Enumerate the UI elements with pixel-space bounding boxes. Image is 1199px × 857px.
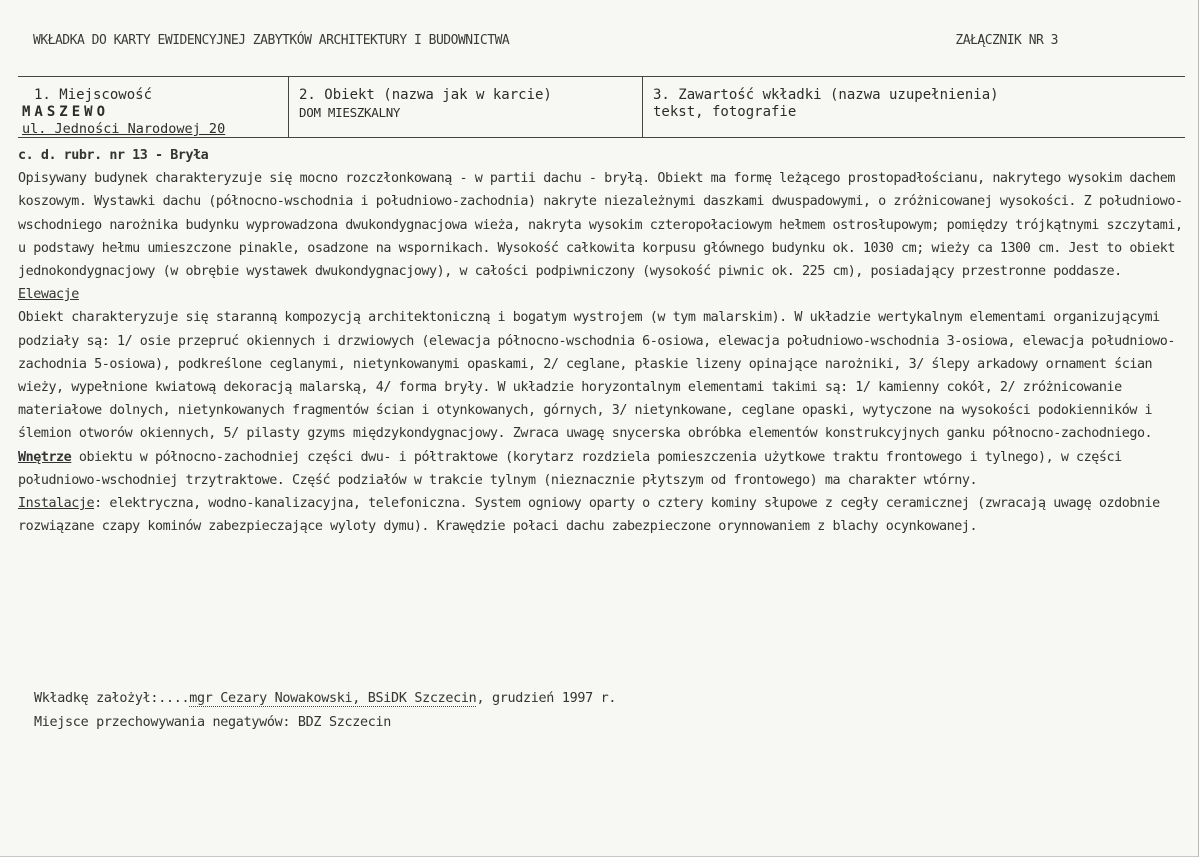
card-header: [33, 33, 1198, 48]
card-footer: [34, 687, 616, 735]
description-body: [18, 144, 1183, 538]
contents-value: tekst, fotografie: [653, 104, 797, 120]
bryla-paragraph: Opisywany budynek charakteryzuje się mocno rozczłonkowaną - w partii dachu - bryłą. Obiekt ma formę leżącego prostopadłościanu, nakrytego wysokim dachem koszowym. Wystawki dachu (północno-wschodnia i południowo-zachodnia) nakryte niezależnymi daszkami dwuspadowymi, o zróżnicowanej wysokości. Z południowo-wschodniego narożnika budynku wyprowadzona dwukondygnacjowa wieża, nakryta wysokim czteropołaciowym hełmem ostrosłupowym; pomiędzy trójkątnymi szczytami, u podstawy hełmu umieszczone pinakle, osadzone na wspornikach. Wysokość całkowita korpusu głównego budynku ok. 1030 cm; wieży ca 1300 cm. Jest to obiekt jednokondygnacjowy (w obrębie wystawek dwukondygnacjowy), w całości podpiwniczony (wysokość piwnic ok. 225 cm), posiadający przestronne poddasze.: [18, 171, 1183, 280]
wnetrze-heading: Wnętrze: [18, 449, 72, 465]
contents-label: 3. Zawartość wkładki (nazwa uzupełnienia): [653, 87, 999, 103]
author-label: Wkładkę założył:....: [34, 691, 190, 706]
instalacje-paragraph: [18, 492, 1183, 538]
object-value: DOM MIESZKALNY: [299, 105, 401, 120]
storage-line: Miejsce przechowywania negatywów: BDZ Szczecin: [34, 715, 392, 730]
instalacje-text: : elektryczna, wodno-kanalizacyjna, telefoniczna. System ogniowy oparty o cztery kominy słupowe z cegły ceramicznej (zwracają uwagę ozdobnie rozwiązane czapy kominów zabezpieczające wyloty dymu). Krawędzie połaci dachu zabezpieczone orynnowaniem z blachy ocynkowanej.: [18, 496, 1160, 535]
place-value: MASZEWO: [22, 104, 110, 120]
elewacje-paragraph: Obiekt charakteryzuje się staranną kompozycją architektoniczną i bogatym wystrojem (w tym malarskim). W układzie wertykalnym elementami organizującymi podziały są: 1/ osie przepruć okiennych i drzwiowych (elewacja północno-wschodnia 6-osiowa, elewacja południowo-wschodnia 3-osiowa, elewacja południowo-zachodnia 5-osiowa), podkreślone ceglanymi, nietynkowanymi opaskami, 2/ ceglane, płaskie lizeny opinające narożniki, 3/ ślepy arkadowy ornament ścian wieży, wypełnione kwiatową dekoracją malarską, 4/ forma bryły. W układzie horyzontalnym elementami takimi są: 1/ kamienny cokół, 2/ zróżnicowanie materiałowe dolnych, nietynkowanych fragmentów ścian i otynkowanych, górnych, 3/ nietynkowane, ceglane opaski, wytyczone na wysokości podokienników i ślemion otworów okiennych, 5/ pilasty gzyms międzykondygnacjowy. Zwraca uwagę snycerska obróbka elementów konstrukcyjnych ganku północno-zachodniego.: [18, 310, 1176, 442]
annex-number: ZAŁĄCZNIK NR 3: [955, 33, 1058, 48]
street-value: ul. Jedności Narodowej 20: [22, 121, 226, 137]
elewacje-heading: Elewacje: [18, 287, 79, 303]
contents-field: [642, 77, 1185, 137]
author-value: mgr Cezary Nowakowski, BSiDK Szczecin: [189, 691, 477, 706]
instalacje-heading: Instalacje: [18, 496, 95, 512]
card-title: WKŁADKA DO KARTY EWIDENCYJNEJ ZABYTKÓW ARCHITEKTURY I BUDOWNICTWA: [33, 33, 510, 48]
wnetrze-paragraph: [18, 446, 1183, 492]
author-date: , grudzień 1997 r.: [476, 691, 617, 706]
rubric-heading: c. d. rubr. nr 13 - Bryła: [18, 148, 209, 163]
identification-fields: [18, 76, 1185, 138]
object-label: 2. Obiekt (nazwa jak w karcie): [299, 87, 552, 103]
object-field: [288, 77, 642, 137]
place-field: [18, 77, 288, 137]
wnetrze-text: obiektu w północno-zachodniej części dwu- i półtraktowe (korytarz rozdziela pomieszczenia użytkowe traktu frontowego i tylnego), w części południowo-wschodniej trzytraktowe. Część podziałów w trakcie tylnym (nieznacznie płytszym od frontowego) ma charakter wtórny.: [18, 449, 1122, 488]
author-line: [34, 687, 616, 711]
place-label: 1. Miejscowość: [34, 87, 153, 103]
